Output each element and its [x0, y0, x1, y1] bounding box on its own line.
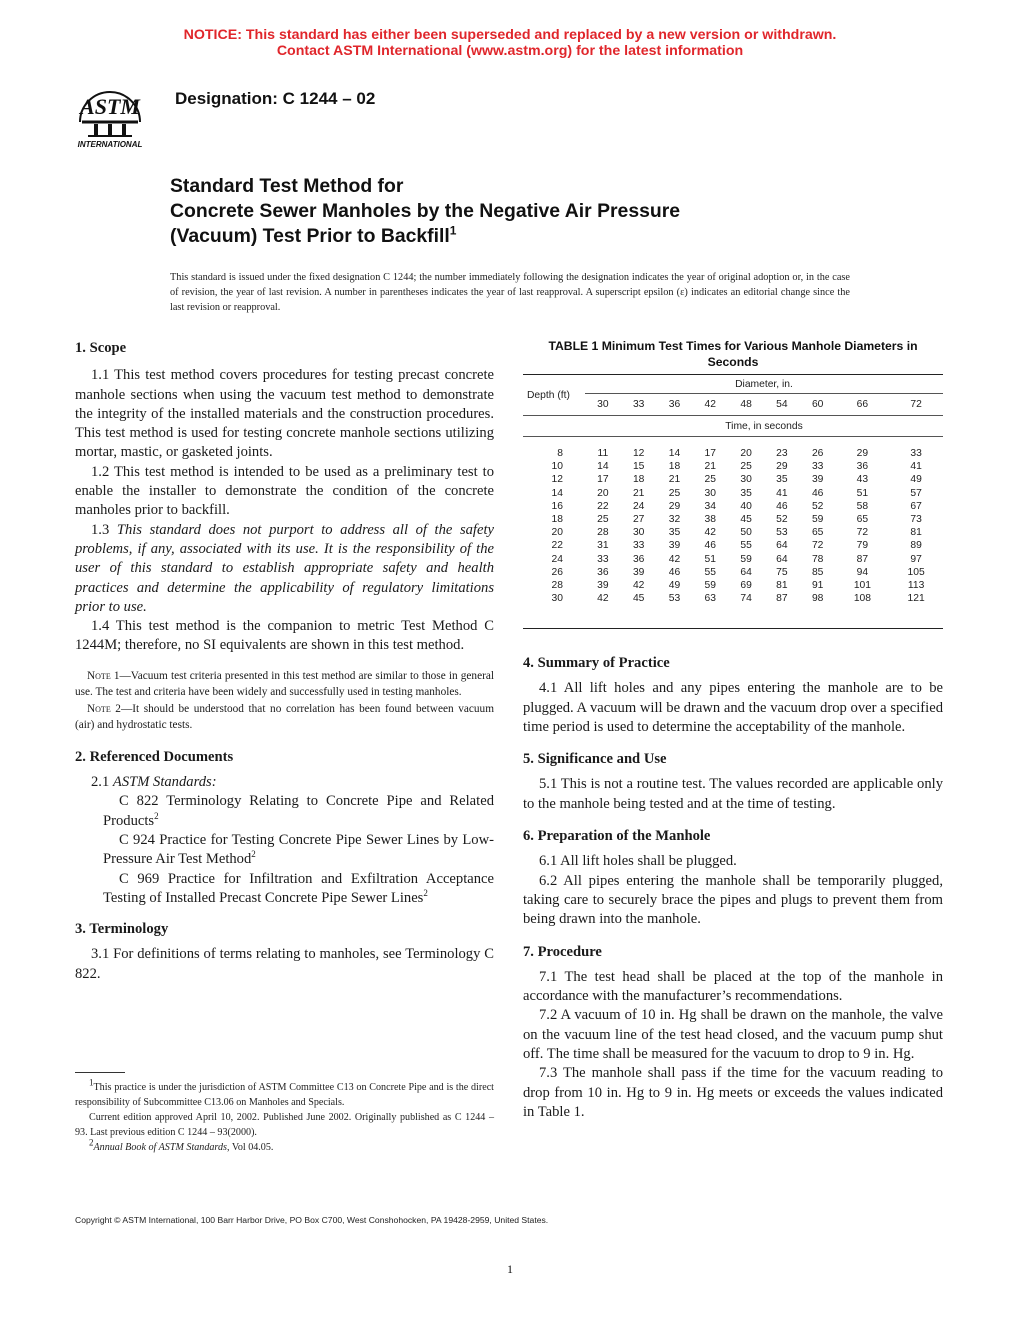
time-cell: 98 — [811, 593, 824, 605]
table-1-title: TABLE 1 Minimum Test Times for Various Manhole Diameters in Seconds — [548, 339, 918, 369]
depth-cell: 28 — [551, 579, 563, 591]
time-cell: 73 — [910, 514, 922, 526]
scope-1-2: 1.2 This test method is intended to be used as a preliminary test to enable the installer to demonstrate the condition of the concrete manholes prior to backfill. — [75, 463, 494, 519]
notice-line-2: Contact ASTM International (www.astm.org) for the latest information — [276, 43, 744, 59]
footnote-rule — [75, 1072, 125, 1073]
table-row — [523, 513, 943, 526]
time-cell: 45 — [632, 593, 645, 605]
depth-cell: 18 — [551, 514, 563, 526]
time-cell: 46 — [704, 540, 717, 552]
time-cell: 108 — [853, 593, 871, 605]
depth-cell: 10 — [551, 461, 563, 473]
diameter-col: 72 — [910, 399, 922, 410]
time-cell: 105 — [907, 566, 925, 578]
time-cell: 87 — [776, 593, 788, 605]
time-cell: 52 — [776, 514, 788, 526]
footnote-2-mark: 2 — [89, 1137, 94, 1148]
referenced-2-1-number: 2.1 — [91, 774, 110, 791]
section-referenced-heading: 2. Referenced Documents — [75, 748, 234, 765]
time-cell: 25 — [597, 514, 609, 526]
time-cell: 31 — [597, 540, 609, 552]
section-scope-heading: 1. Scope — [75, 340, 127, 356]
time-cell: 15 — [632, 461, 645, 473]
reference-c822-mark: 2 — [154, 810, 159, 821]
time-cell: 81 — [910, 527, 922, 539]
time-cell: 36 — [856, 461, 869, 473]
table-bottom-rule — [523, 628, 943, 629]
left-column — [75, 339, 494, 984]
note-1 — [75, 668, 494, 701]
table-row — [523, 447, 943, 460]
procedure-7-3: 7.3 The manhole shall pass if the time for the vacuum reading to drop from 10 in. Hg to 9 in. Hg meets or exceeds the values indicated in Table 1. — [523, 1065, 943, 1120]
time-cell: 51 — [856, 487, 869, 499]
time-cell: 12 — [632, 448, 645, 460]
time-cell: 32 — [668, 514, 681, 526]
footnote-2-tail: , Vol 04.05. — [226, 1142, 274, 1153]
time-cell: 40 — [740, 500, 752, 512]
time-cell: 87 — [856, 553, 869, 565]
time-cell: 58 — [856, 500, 869, 512]
copyright: Copyright © ASTM International, 100 Barr Harbor Drive, PO Box C700, West Conshohocken, PA 19428-2959, United States. — [75, 1215, 549, 1225]
time-cell: 35 — [740, 487, 752, 499]
time-cell: 25 — [740, 461, 752, 473]
depth-cell: 14 — [551, 487, 563, 499]
referenced-2-1-text: ASTM Standards: — [112, 774, 217, 791]
time-cell: 36 — [632, 553, 645, 565]
time-cell: 21 — [632, 487, 645, 499]
diameter-col: 54 — [776, 399, 788, 410]
right-column — [523, 654, 943, 1122]
time-cell: 49 — [668, 579, 681, 591]
time-cell: 65 — [811, 527, 824, 539]
time-cell: 55 — [704, 566, 717, 578]
title-line-1: Standard Test Method for — [170, 175, 404, 197]
time-cell: 21 — [668, 474, 681, 486]
time-cell: 53 — [776, 527, 788, 539]
time-cell: 81 — [776, 579, 788, 591]
table-body — [523, 447, 943, 605]
section-procedure-heading: 7. Procedure — [523, 943, 602, 960]
time-cell: 42 — [668, 553, 681, 565]
note-2-text: —It should be understood that no correlation has been found between vacuum (air) and hydrostatic tests. — [75, 702, 494, 732]
time-cell: 45 — [740, 514, 752, 526]
depth-cell: 30 — [551, 593, 563, 605]
time-cell: 101 — [853, 579, 871, 591]
time-cell: 29 — [668, 500, 681, 512]
table-row — [523, 473, 943, 486]
time-cell: 59 — [740, 553, 752, 565]
logo-text: ASTM — [80, 94, 140, 119]
section-significance-heading: 5. Significance and Use — [523, 751, 667, 768]
table-row — [523, 460, 943, 473]
depth-cell: 22 — [551, 540, 563, 552]
title-line-3: (Vacuum) Test Prior to Backfill — [170, 225, 450, 247]
time-cell: 46 — [668, 566, 681, 578]
title-line-2: Concrete Sewer Manholes by the Negative Air Pressure — [170, 200, 681, 222]
time-cell: 25 — [668, 487, 681, 499]
time-cell: 34 — [704, 500, 717, 512]
time-cell: 69 — [740, 579, 752, 591]
time-cell: 38 — [704, 514, 717, 526]
time-cell: 41 — [776, 487, 788, 499]
notice-line-1: NOTICE: This standard has either been superseded and replaced by a new version or withdrawn. — [183, 27, 837, 43]
page-number: 1 — [507, 1262, 513, 1276]
time-cell: 33 — [597, 553, 609, 565]
time-cell: 72 — [811, 540, 824, 552]
time-cell: 46 — [776, 500, 788, 512]
time-cell: 89 — [910, 540, 922, 552]
time-cell: 36 — [597, 566, 609, 578]
time-cell: 18 — [632, 474, 645, 486]
scope-1-4: 1.4 This test method is the companion to metric Test Method C 1244M; therefore, no SI equivalents are shown in this test method. — [75, 618, 494, 654]
astm-logo-graphic — [62, 74, 162, 152]
time-cell: 43 — [856, 474, 869, 486]
time-cell: 59 — [811, 514, 824, 526]
diameter-col: 42 — [704, 399, 717, 410]
time-cell: 14 — [597, 461, 609, 473]
time-cell: 39 — [597, 579, 609, 591]
depth-cell: 24 — [551, 553, 563, 565]
depth-header: Depth (ft) — [527, 389, 570, 401]
time-cell: 29 — [776, 461, 788, 473]
section-terminology-heading: 3. Terminology — [75, 921, 169, 938]
table-row — [523, 539, 943, 552]
time-cell: 94 — [856, 566, 869, 578]
reference-c969-mark: 2 — [423, 887, 428, 898]
time-cell: 42 — [597, 593, 609, 605]
note-1-label: Note 1 — [87, 669, 120, 682]
footnote-1 — [75, 1077, 494, 1110]
time-header: Time, in seconds — [725, 420, 803, 432]
standard-issuance-note: This standard is issued under the fixed designation C 1244; the number immediately following the designation indicates the year of original adoption or, in the case of revision, the year of last revision. A number in parentheses indicates the year of last reapproval. A superscript epsilon (ε) indicates an editorial change since the last revision or reapproval. — [170, 272, 850, 313]
time-cell: 46 — [811, 487, 824, 499]
time-cell: 50 — [740, 527, 752, 539]
time-cell: 57 — [910, 487, 922, 499]
time-cell: 91 — [811, 579, 824, 591]
time-cell: 33 — [910, 448, 922, 460]
summary-4-1: 4.1 All lift holes and any pipes entering the manhole are to be plugged. A vacuum will be drawn and the vacuum drop over a specified time period is used to determine the acceptability of the manhole. — [523, 680, 943, 735]
table-row — [523, 553, 943, 566]
time-cell: 39 — [811, 474, 824, 486]
reference-c924-text: C 924 Practice for Testing Concrete Pipe Sewer Lines by Low-Pressure Air Test Method — [103, 831, 494, 868]
time-cell: 33 — [632, 540, 645, 552]
reference-c969 — [75, 870, 494, 909]
time-cell: 28 — [597, 527, 609, 539]
time-cell: 30 — [704, 487, 717, 499]
table-row — [523, 526, 943, 539]
time-cell: 121 — [907, 593, 925, 605]
footnote-1-mark: 1 — [89, 1077, 94, 1088]
time-cell: 42 — [704, 527, 717, 539]
time-cell: 67 — [910, 500, 922, 512]
section-preparation-heading: 6. Preparation of the Manhole — [523, 828, 711, 845]
preparation-6-2: 6.2 All pipes entering the manhole shall be temporarily plugged, taking care to securely brace the pipes and plugs to prevent them from being drawn into the manhole. — [523, 872, 943, 928]
diameter-col: 48 — [740, 399, 752, 410]
time-cell: 41 — [910, 461, 922, 473]
time-cell: 97 — [910, 553, 922, 565]
procedure-7-1: 7.1 The test head shall be placed at the top of the manhole in accordance with the manufacturer’s recommendations. — [523, 968, 943, 1005]
time-cell: 30 — [740, 474, 752, 486]
designation: Designation: C 1244 – 02 — [175, 89, 376, 108]
time-cell: 85 — [811, 566, 824, 578]
diameter-col: 60 — [811, 399, 824, 410]
time-cell: 33 — [811, 461, 824, 473]
astm-logo — [62, 74, 162, 152]
reference-c822 — [75, 792, 494, 831]
time-cell: 26 — [811, 448, 824, 460]
table-row — [523, 500, 943, 513]
note-2-label: Note 2 — [87, 702, 121, 715]
logo-subtext: INTERNATIONAL — [77, 140, 143, 149]
time-cell: 29 — [856, 448, 869, 460]
footnotes — [75, 1077, 494, 1155]
document-title — [170, 174, 930, 249]
time-cell: 59 — [704, 579, 717, 591]
diameter-col: 66 — [856, 399, 869, 410]
time-cell: 64 — [776, 553, 788, 565]
scope-1-3-text: This standard does not purport to address all of the safety problems, if any, associated with its use. It is the responsibility of the user of this standard to establish appropriate safety and health practices and determine the applicability of regulatory limitations prior to use. — [75, 521, 494, 615]
time-cell: 51 — [704, 553, 717, 565]
procedure-7-2: 7.2 A vacuum of 10 in. Hg shall be drawn on the manhole, the valve on the vacuum line of the test head closed, and the vacuum pump shut off. The time shall be measured for the vacuum to drop to 9 in. Hg. — [523, 1007, 943, 1063]
withdrawal-notice — [0, 27, 1020, 59]
time-cell: 14 — [668, 448, 681, 460]
depth-cell: 12 — [551, 474, 563, 486]
time-cell: 42 — [632, 579, 645, 591]
time-cell: 65 — [856, 514, 869, 526]
time-cell: 75 — [776, 566, 788, 578]
time-cell: 18 — [668, 461, 681, 473]
time-cell: 17 — [597, 474, 609, 486]
reference-c969-text: C 969 Practice for Infiltration and Exfiltration Acceptance Testing of Installed Precast Concrete Pipe Sewer Lines — [103, 870, 494, 906]
time-cell: 25 — [704, 474, 717, 486]
time-cell: 20 — [597, 487, 609, 499]
note-2 — [75, 701, 494, 734]
time-cell: 24 — [632, 500, 645, 512]
time-cell: 39 — [632, 566, 645, 578]
table-row — [523, 579, 943, 592]
time-cell: 64 — [776, 540, 788, 552]
time-cell: 35 — [776, 474, 788, 486]
time-cell: 64 — [740, 566, 752, 578]
time-cell: 22 — [597, 500, 609, 512]
time-cell: 39 — [668, 540, 681, 552]
time-cell: 49 — [910, 474, 922, 486]
preparation-6-1: 6.1 All lift holes shall be plugged. — [539, 853, 737, 870]
significance-5-1: 5.1 This is not a routine test. The values recorded are applicable only to the manhole being tested and at the time of testing. — [523, 776, 943, 812]
time-cell: 74 — [740, 593, 752, 605]
time-cell: 79 — [856, 540, 869, 552]
reference-c822-text: C 822 Terminology Relating to Concrete Pipe and Related Products — [103, 793, 494, 829]
reference-c924 — [75, 831, 494, 870]
depth-cell: 20 — [551, 527, 563, 539]
time-cell: 72 — [856, 527, 869, 539]
time-cell: 11 — [597, 448, 609, 460]
scope-1-1: 1.1 This test method covers procedures for testing precast concrete manhole sections when using the vacuum test method to demonstrate the integrity of the installed materials and the construction procedures. This test method is used for testing concrete manhole sections utilizing mortar, mastic, or gasketed joints. — [75, 367, 494, 461]
time-cell: 30 — [632, 527, 645, 539]
diameter-col: 36 — [668, 399, 681, 410]
table-row — [523, 592, 943, 605]
depth-cell: 8 — [557, 448, 563, 460]
time-cell: 35 — [668, 527, 681, 539]
table-1 — [523, 374, 943, 605]
depth-cell: 26 — [551, 566, 563, 578]
diameter-col: 33 — [632, 399, 645, 410]
depth-cell: 16 — [551, 500, 563, 512]
time-cell: 27 — [632, 514, 645, 526]
footnote-2 — [75, 1137, 494, 1155]
scope-1-3 — [75, 521, 494, 617]
scope-1-3-number: 1.3 — [91, 521, 110, 538]
reference-c924-mark: 2 — [251, 849, 256, 860]
time-cell: 63 — [704, 593, 717, 605]
time-cell: 53 — [668, 593, 681, 605]
time-cell: 23 — [776, 448, 788, 460]
diameter-col: 30 — [597, 399, 609, 410]
time-cell: 113 — [907, 579, 925, 591]
note-1-text: —Vacuum test criteria presented in this test method are similar to those in general use. The test and criteria have been widely and successfully used in testing manholes. — [75, 669, 494, 699]
terminology-3-1: 3.1 For definitions of terms relating to manholes, see Terminology C 822. — [75, 946, 494, 982]
section-summary-heading: 4. Summary of Practice — [523, 655, 670, 671]
footnote-2-title: Annual Book of ASTM Standards — [93, 1142, 227, 1153]
title-footnote-mark: 1 — [449, 223, 457, 238]
time-cell: 17 — [704, 448, 717, 460]
time-cell: 20 — [740, 448, 752, 460]
footnote-1-text: This practice is under the jurisdiction of ASTM Committee C13 on Concrete Pipe and is the direct responsibility of Subcommittee C13.06 on Manholes and Specials. — [75, 1082, 494, 1108]
time-cell: 78 — [811, 553, 824, 565]
referenced-2-1 — [75, 773, 494, 792]
time-cell: 21 — [704, 461, 717, 473]
footnote-1b: Current edition approved April 10, 2002. Published June 2002. Originally published as C 1244 – 93. Last previous edition C 1244 – 93(2000). — [75, 1112, 494, 1138]
diameter-header: Diameter, in. — [585, 375, 943, 394]
time-cell: 52 — [811, 500, 824, 512]
table-row — [523, 487, 943, 500]
table-row — [523, 566, 943, 579]
time-cell: 55 — [740, 540, 752, 552]
